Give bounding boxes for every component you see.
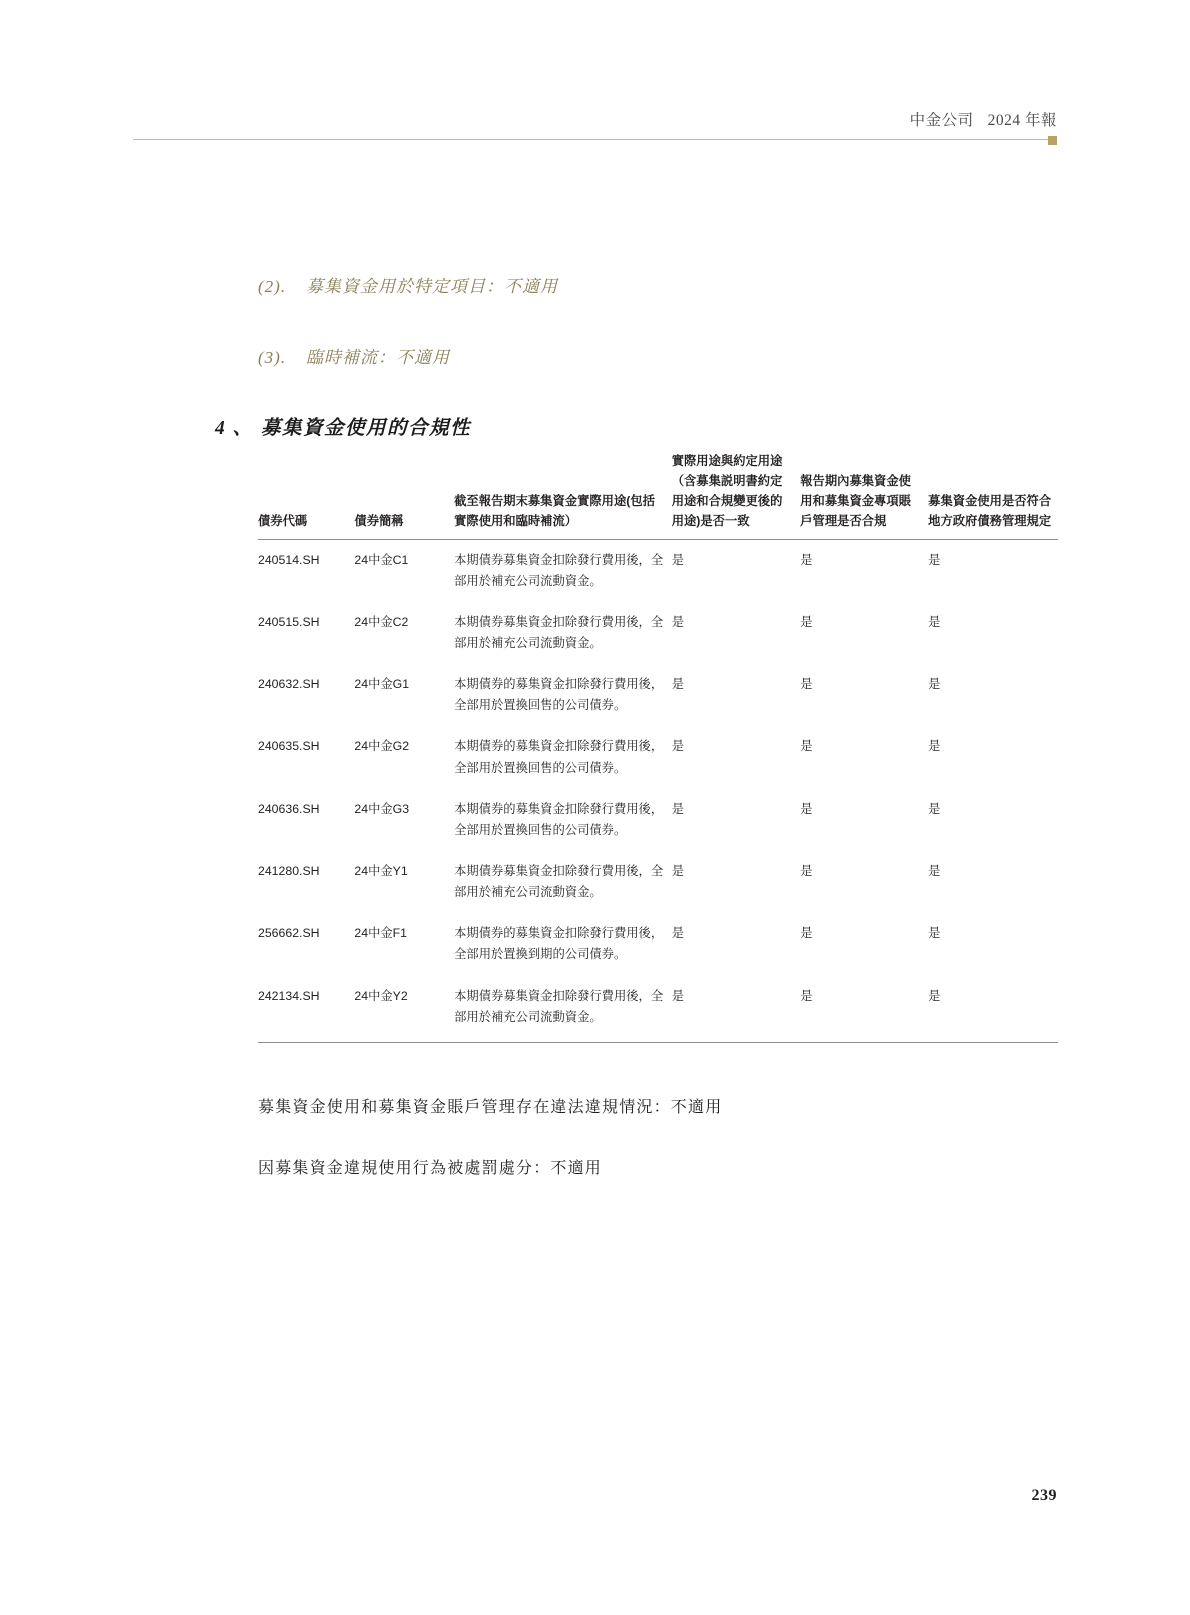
cell-actual-use: 本期債券募集資金扣除發行費用後，全部用於補充公司流動資金。 (454, 864, 664, 900)
cell-bond-abbr: 24中金G1 (354, 677, 410, 692)
list-item-number: (3). (258, 348, 287, 367)
cell-actual-use: 本期債券的募集資金扣除發行費用後，全部用於置換回售的公司債券。 (454, 801, 664, 837)
cell-account-management: 是 (800, 614, 813, 629)
fund-usage-table-container (258, 452, 1058, 1043)
cell-consistency: 是 (672, 976, 801, 1043)
cell-account-management: 是 (800, 739, 813, 754)
section-title: 募集資金使用的合規性 (261, 418, 472, 439)
cell-bond-abbr: 24中金Y2 (354, 976, 454, 1043)
cell-bond-abbr: 24中金F1 (354, 926, 408, 941)
cell-bond-code: 240635.SH (258, 739, 320, 754)
column-header-account-management: 報告期內募集資金使用和募集資金專項賬戶管理是否合規 (800, 452, 928, 539)
cell-bond-abbr: 24中金G3 (354, 801, 410, 816)
cell-local-debt-compliance: 是 (928, 677, 941, 692)
table-row (258, 851, 1058, 913)
table-row (258, 539, 1058, 602)
footer-paragraph: 因募集資金違規使用行為被處罰處分：不適用 (258, 1160, 603, 1177)
list-item-label: 臨時補流：不適用 (306, 348, 450, 367)
page-header (0, 108, 1190, 148)
list-item-number: (2). (258, 277, 287, 296)
list-item (258, 343, 450, 368)
column-header-consistency: 實際用途與約定用途（含募集説明書約定用途和合規變更後的用途)是否一致 (672, 452, 801, 539)
cell-consistency: 是 (671, 864, 685, 879)
cell-local-debt-compliance: 是 (928, 801, 941, 816)
cell-local-debt-compliance: 是 (928, 614, 941, 629)
cell-account-management: 是 (800, 677, 813, 692)
table-row (258, 976, 1058, 1043)
header-company: 中金公司 (909, 112, 974, 129)
cell-consistency: 是 (671, 739, 685, 754)
page-number: 239 (1031, 1487, 1057, 1504)
section-number: 4 、 (215, 418, 254, 439)
table-row (258, 664, 1058, 726)
cell-actual-use: 本期債券募集資金扣除發行費用後，全部用於補充公司流動資金。 (454, 552, 664, 588)
cell-local-debt-compliance: 是 (928, 864, 941, 879)
column-header-local-debt-compliance: 募集資金使用是否符合地方政府債務管理規定 (928, 452, 1058, 539)
cell-actual-use: 本期債券募集資金扣除發行費用後，全部用於補充公司流動資金。 (454, 976, 672, 1043)
table-row (258, 913, 1058, 975)
column-header-bond-code: 債券代碼 (258, 452, 354, 539)
cell-bond-code: 240636.SH (258, 801, 320, 816)
cell-bond-code: 256662.SH (258, 926, 320, 941)
cell-account-management: 是 (800, 552, 813, 567)
header-report: 2024 年報 (987, 112, 1057, 129)
cell-actual-use: 本期債券募集資金扣除發行費用後，全部用於補充公司流動資金。 (454, 614, 664, 651)
list-item-label: 募集資金用於特定項目：不適用 (306, 277, 558, 296)
header-title (910, 108, 1057, 130)
cell-bond-abbr: 24中金Y1 (354, 864, 408, 879)
cell-consistency: 是 (671, 677, 685, 692)
cell-local-debt-compliance: 是 (928, 739, 941, 754)
cell-bond-abbr: 24中金C2 (354, 614, 409, 629)
table-row (258, 726, 1058, 788)
cell-actual-use: 本期債券的募集資金扣除發行費用後，全部用於置換到期的公司債券。 (454, 926, 664, 962)
fund-usage-table (258, 452, 1058, 1043)
cell-bond-code: 240514.SH (258, 552, 320, 567)
table-header-row (258, 452, 1058, 539)
table-body (258, 539, 1058, 1042)
table-header (258, 452, 1058, 539)
table-row (258, 789, 1058, 851)
table-row (258, 602, 1058, 664)
section-heading (215, 412, 471, 440)
cell-actual-use: 本期債券的募集資金扣除發行費用後，全部用於置換回售的公司債券。 (454, 739, 664, 775)
cell-local-debt-compliance: 是 (928, 552, 941, 567)
cell-consistency: 是 (671, 614, 685, 629)
header-square-mark-icon (1048, 136, 1057, 145)
list-item (258, 272, 558, 297)
cell-account-management: 是 (800, 801, 813, 816)
header-divider (133, 139, 1057, 140)
cell-consistency: 是 (671, 801, 685, 816)
cell-bond-code: 241280.SH (258, 864, 320, 879)
cell-bond-code: 242134.SH (258, 976, 354, 1043)
cell-consistency: 是 (671, 552, 685, 567)
cell-local-debt-compliance: 是 (928, 976, 1058, 1043)
cell-account-management: 是 (800, 864, 813, 879)
column-header-bond-abbr: 債券簡稱 (354, 452, 454, 539)
cell-account-management: 是 (800, 926, 813, 941)
column-header-actual-use: 截至報告期末募集資金實際用途(包括實際使用和臨時補流） (454, 452, 672, 539)
cell-consistency: 是 (671, 926, 685, 941)
cell-bond-code: 240515.SH (258, 614, 320, 629)
cell-bond-abbr: 24中金G2 (354, 739, 410, 754)
cell-bond-code: 240632.SH (258, 677, 320, 692)
cell-account-management: 是 (800, 976, 928, 1043)
footer-paragraph: 募集資金使用和募集資金賬戶管理存在違法違規情況：不適用 (258, 1099, 723, 1116)
cell-actual-use: 本期債券的募集資金扣除發行費用後，全部用於置換回售的公司債券。 (454, 677, 664, 713)
cell-local-debt-compliance: 是 (928, 926, 941, 941)
cell-bond-abbr: 24中金C1 (354, 552, 409, 567)
